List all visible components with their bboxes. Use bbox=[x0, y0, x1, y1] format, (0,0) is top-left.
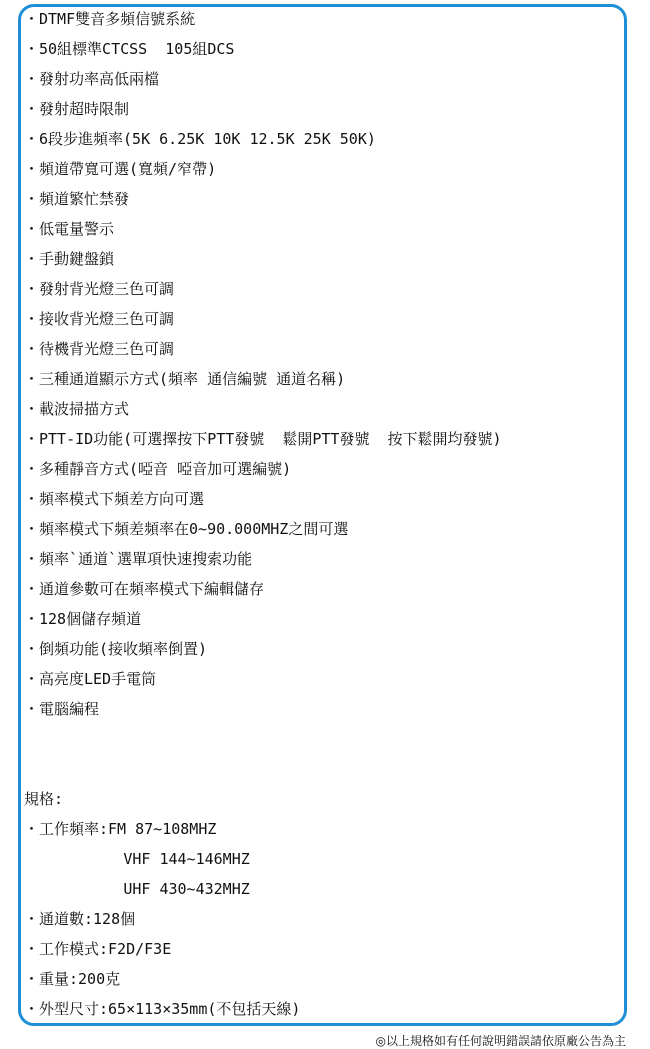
feature-item: ・通道參數可在頻率模式下編輯儲存 bbox=[24, 580, 265, 598]
feature-item: ・發射超時限制 bbox=[24, 100, 130, 118]
feature-list bbox=[24, 4, 624, 724]
feature-item: ・頻道繁忙禁發 bbox=[24, 190, 130, 208]
spec-item: ・外型尺寸:65×113×35mm(不包括天線) bbox=[24, 1000, 301, 1018]
spec-item: ・工作頻率:FM 87~108MHZ bbox=[24, 820, 217, 838]
feature-item: ・DTMF雙音多頻信號系統 bbox=[24, 10, 196, 28]
feature-item: ・頻道帶寬可選(寬頻/窄帶) bbox=[24, 160, 217, 178]
feature-item: ・低電量警示 bbox=[24, 220, 115, 238]
feature-item: ・發射功率高低兩檔 bbox=[24, 70, 160, 88]
feature-item: ・待機背光燈三色可調 bbox=[24, 340, 175, 358]
feature-item: ・頻率`通道`選單項快速搜索功能 bbox=[24, 550, 253, 568]
spec-list bbox=[24, 814, 624, 1024]
section-spacer bbox=[24, 724, 624, 784]
feature-item: ・頻率模式下頻差方向可選 bbox=[24, 490, 205, 508]
spec-item: ・通道數:128個 bbox=[24, 910, 136, 928]
feature-item: ・三種通道顯示方式(頻率 通信編號 通道名稱) bbox=[24, 370, 346, 388]
feature-item: ・多種靜音方式(啞音 啞音加可選編號) bbox=[24, 460, 292, 478]
spec-item: ・重量:200克 bbox=[24, 970, 121, 988]
disclaimer-note: ◎以上規格如有任何說明錯誤請依原廠公告為主 bbox=[375, 1034, 626, 1048]
spec-item: VHF 144~146MHZ bbox=[24, 850, 250, 868]
feature-item: ・載波掃描方式 bbox=[24, 400, 130, 418]
spec-document bbox=[24, 4, 624, 1024]
feature-item: ・6段步進頻率(5K 6.25K 10K 12.5K 25K 50K) bbox=[24, 130, 376, 148]
feature-item: ・接收背光燈三色可調 bbox=[24, 310, 175, 328]
spec-item: UHF 430~432MHZ bbox=[24, 880, 250, 898]
feature-item: ・發射背光燈三色可調 bbox=[24, 280, 175, 298]
feature-item: ・頻率模式下頻差頻率在0~90.000MHZ之間可選 bbox=[24, 520, 349, 538]
specs-title: 規格: bbox=[24, 790, 64, 808]
feature-item: ・高亮度LED手電筒 bbox=[24, 670, 157, 688]
feature-item: ・倒頻功能(接收頻率倒置) bbox=[24, 640, 208, 658]
spec-item: ・工作模式:F2D/F3E bbox=[24, 940, 172, 958]
feature-item: ・手動鍵盤鎖 bbox=[24, 250, 115, 268]
feature-item: ・50組標準CTCSS 105組DCS bbox=[24, 40, 235, 58]
feature-item: ・128個儲存頻道 bbox=[24, 610, 142, 628]
feature-item: ・電腦編程 bbox=[24, 700, 100, 718]
feature-item: ・PTT-ID功能(可選擇按下PTT發號 鬆開PTT發號 按下鬆開均發號) bbox=[24, 430, 502, 448]
